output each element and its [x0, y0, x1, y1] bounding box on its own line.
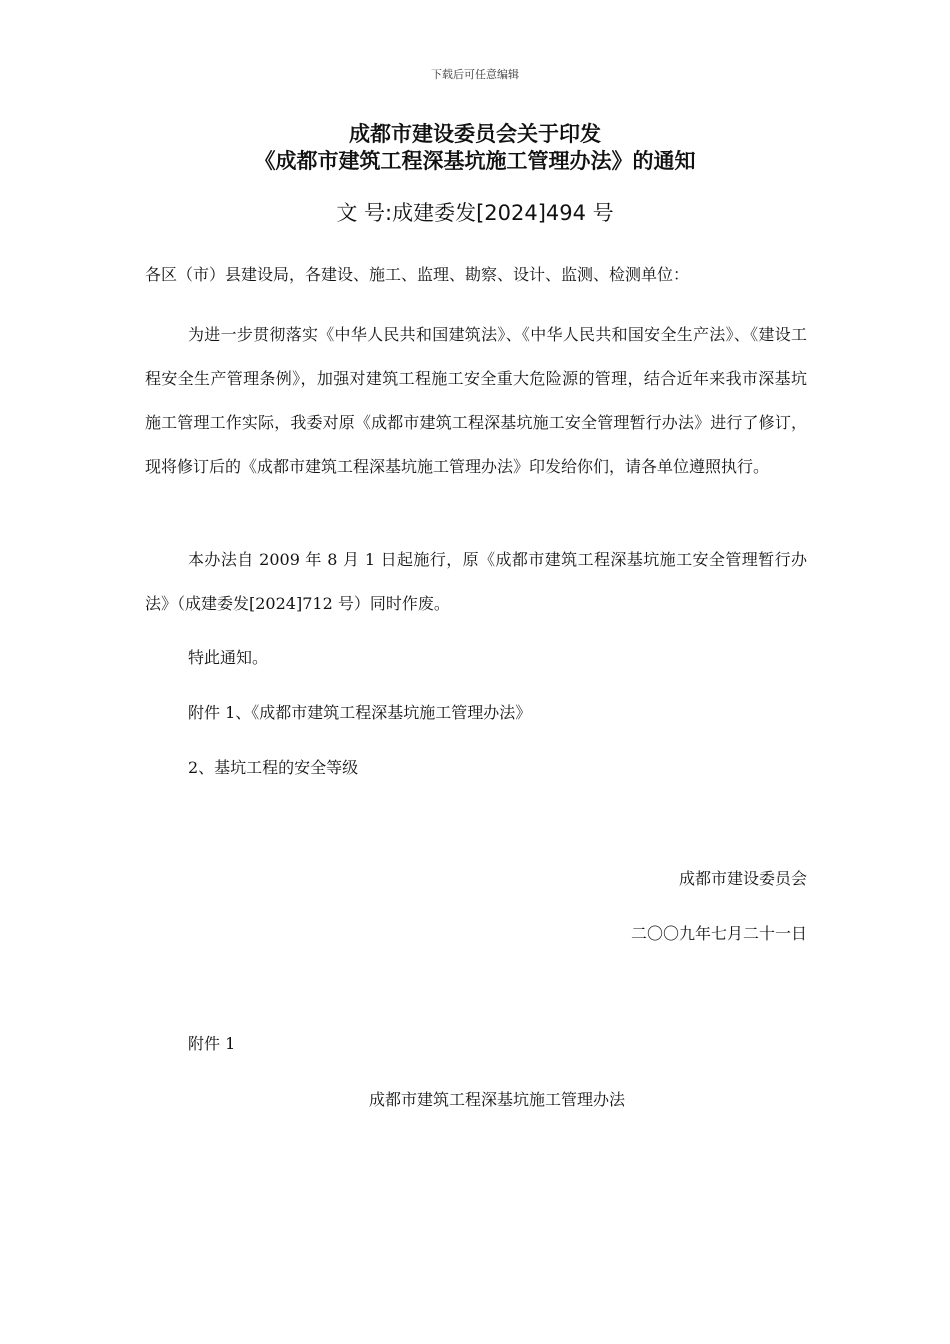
addressee: 各区（市）县建设局，各建设、施工、监理、勘察、设计、监测、检测单位： [145, 265, 690, 284]
annex-label: 附件 1 [188, 1034, 236, 1053]
notice-text: 特此通知。 [188, 648, 269, 667]
header-note: 下载后可任意编辑 [431, 68, 519, 81]
document-number: 文 号:成建委发[2024]494 号 [336, 201, 614, 225]
issue-date: 二〇〇九年七月二十一日 [630, 924, 807, 943]
document-title-line-1: 成都市建设委员会关于印发 [349, 122, 601, 146]
annex-title: 成都市建筑工程深基坑施工管理办法 [368, 1090, 625, 1109]
body-paragraph-2: 本办法自 2009 年 8 月 1 日起施行，原《成都市建筑工程深基坑施工安全管理暂行办法》（成建委发[2024]712 号）同时作废。 [145, 550, 807, 613]
attachment-item-1: 附件 1、《成都市建筑工程深基坑施工管理办法》 [188, 703, 532, 722]
attachment-item-2: 2、基坑工程的安全等级 [188, 758, 359, 777]
issuer-signature: 成都市建设委员会 [678, 869, 807, 888]
document-title-line-2: 《成都市建筑工程深基坑施工管理办法》的通知 [254, 149, 696, 173]
body-paragraph-1: 为进一步贯彻落实《中华人民共和国建筑法》、《中华人民共和国安全生产法》、《建设工程安全生产管理条例》，加强对建筑工程施工安全重大危险源的管理，结合近年来我市深基坑施工管理工作实际，我委对原《成都市建筑工程深基坑施工安全管理暂行办法》进行了修订，现将修订后的《成都市建筑工程深基坑施工管理办法》印发给你们，请各单位遵照执行。 [145, 325, 807, 476]
